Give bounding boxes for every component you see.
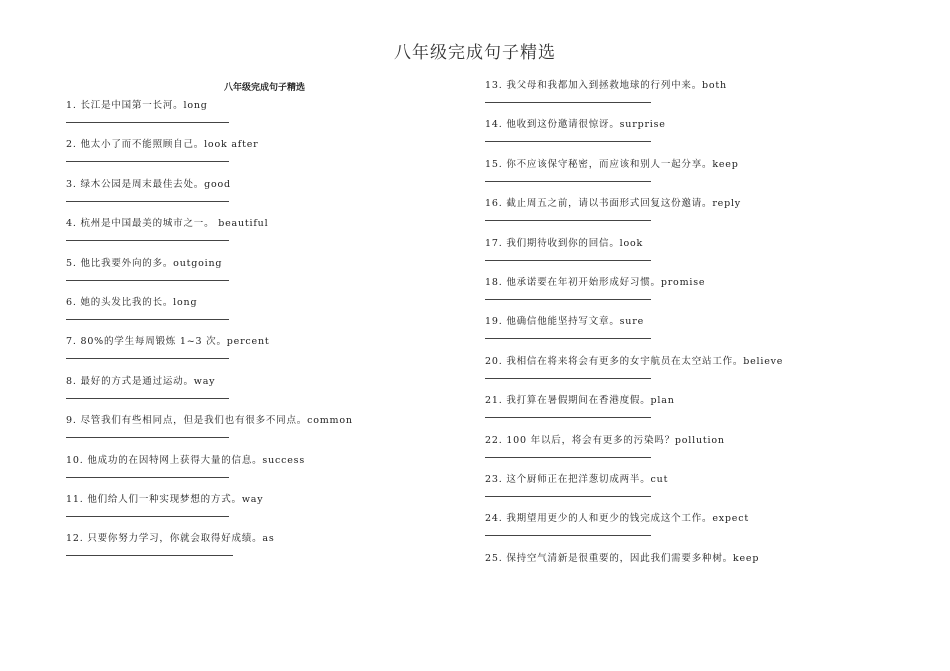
- answer-line[interactable]: [66, 201, 229, 202]
- question-item: [66, 295, 406, 334]
- question-item: [66, 374, 406, 413]
- question-item: [485, 551, 885, 590]
- answer-line[interactable]: [485, 378, 651, 379]
- question-item: [66, 413, 406, 452]
- answer-line[interactable]: [485, 181, 651, 182]
- answer-line[interactable]: [66, 240, 229, 241]
- question-text: 24. 我期望用更少的人和更少的钱完成这个工作。expect: [485, 513, 749, 525]
- right-column: [485, 78, 885, 590]
- answer-line[interactable]: [485, 535, 651, 536]
- question-text: 2. 他太小了而不能照顾自己。look after: [66, 139, 259, 151]
- answer-line[interactable]: [485, 220, 651, 221]
- question-text: 9. 尽管我们有些相同点，但是我们也有很多不同点。common: [66, 415, 353, 427]
- question-item: [485, 157, 885, 196]
- question-item: [485, 275, 885, 314]
- answer-line[interactable]: [66, 437, 229, 438]
- answer-line[interactable]: [485, 457, 651, 458]
- question-item: [485, 78, 885, 117]
- question-text: 1. 长江是中国第一长河。long: [66, 100, 208, 111]
- question-text: 3. 绿木公园是周末最佳去处。good: [66, 178, 231, 190]
- question-item: [66, 492, 406, 531]
- question-text: 16. 截止周五之前，请以书面形式回复这份邀请。reply: [485, 198, 741, 210]
- question-item: [66, 334, 406, 373]
- question-text: 14. 他收到这份邀请很惊讶。surprise: [485, 119, 666, 131]
- question-text: 25. 保持空气清新是很重要的，因此我们需要多种树。keep: [485, 552, 760, 564]
- answer-line[interactable]: [66, 280, 229, 281]
- question-item: [485, 354, 885, 393]
- question-text: 5. 他比我要外向的多。outgoing: [66, 257, 223, 269]
- answer-line[interactable]: [66, 161, 229, 162]
- answer-line[interactable]: [485, 496, 651, 497]
- question-item: [485, 393, 885, 432]
- question-item: [66, 256, 406, 295]
- question-text: 22. 100 年以后，将会有更多的污染吗？pollution: [485, 434, 725, 446]
- answer-line[interactable]: [66, 398, 229, 399]
- question-text: 6. 她的头发比我的长。long: [66, 296, 198, 308]
- question-text: 11. 他们给人们一种实现梦想的方式。way: [66, 493, 264, 505]
- question-text: 15. 你不应该保守秘密，而应该和别人一起分享。keep: [485, 158, 739, 170]
- answer-line[interactable]: [485, 338, 651, 339]
- answer-line[interactable]: [66, 319, 229, 320]
- answer-line[interactable]: [66, 555, 233, 556]
- question-text: 21. 我打算在暑假期间在香港度假。plan: [485, 395, 675, 407]
- question-item: [485, 511, 885, 550]
- worksheet-subtitle: 八年级完成句子精选: [224, 83, 306, 93]
- question-text: 12. 只要你努力学习，你就会取得好成绩。as: [66, 533, 275, 545]
- question-text: 17. 我们期待收到你的回信。look: [485, 237, 644, 249]
- question-item: [66, 137, 406, 176]
- page-title: 八年级完成句子精选: [394, 43, 556, 63]
- left-column: [66, 78, 406, 571]
- question-item: [66, 216, 406, 255]
- question-item: [485, 472, 885, 511]
- question-text: 19. 他确信他能坚持写文章。sure: [485, 316, 644, 328]
- question-item: [66, 98, 406, 137]
- question-text: 7. 80%的学生每周锻炼 1~3 次。percent: [66, 336, 270, 348]
- answer-line[interactable]: [485, 141, 651, 142]
- question-item: [485, 314, 885, 353]
- answer-line[interactable]: [485, 417, 651, 418]
- answer-line[interactable]: [485, 102, 651, 103]
- question-item: [66, 177, 406, 216]
- question-text: 10. 他成功的在因特网上获得大量的信息。success: [66, 454, 306, 466]
- question-item: [485, 117, 885, 156]
- answer-line[interactable]: [66, 358, 229, 359]
- question-item: [485, 236, 885, 275]
- question-text: 4. 杭州是中国最美的城市之一。 beautiful: [66, 218, 269, 230]
- question-item: [485, 196, 885, 235]
- answer-line[interactable]: [66, 477, 229, 478]
- answer-line[interactable]: [66, 122, 229, 123]
- question-text: 20. 我相信在将来将会有更多的女宇航员在太空站工作。believe: [485, 355, 784, 367]
- question-text: 18. 他承诺要在年初开始形成好习惯。promise: [485, 276, 706, 288]
- question-item: [66, 453, 406, 492]
- question-item: [66, 531, 406, 570]
- answer-line[interactable]: [485, 299, 651, 300]
- question-text: 23. 这个厨师正在把洋葱切成两半。cut: [485, 473, 669, 485]
- answer-line[interactable]: [66, 516, 229, 517]
- question-text: 13. 我父母和我都加入到拯救地球的行列中来。both: [485, 80, 727, 91]
- answer-line[interactable]: [485, 260, 651, 261]
- question-text: 8. 最好的方式是通过运动。way: [66, 375, 216, 387]
- question-item: [485, 433, 885, 472]
